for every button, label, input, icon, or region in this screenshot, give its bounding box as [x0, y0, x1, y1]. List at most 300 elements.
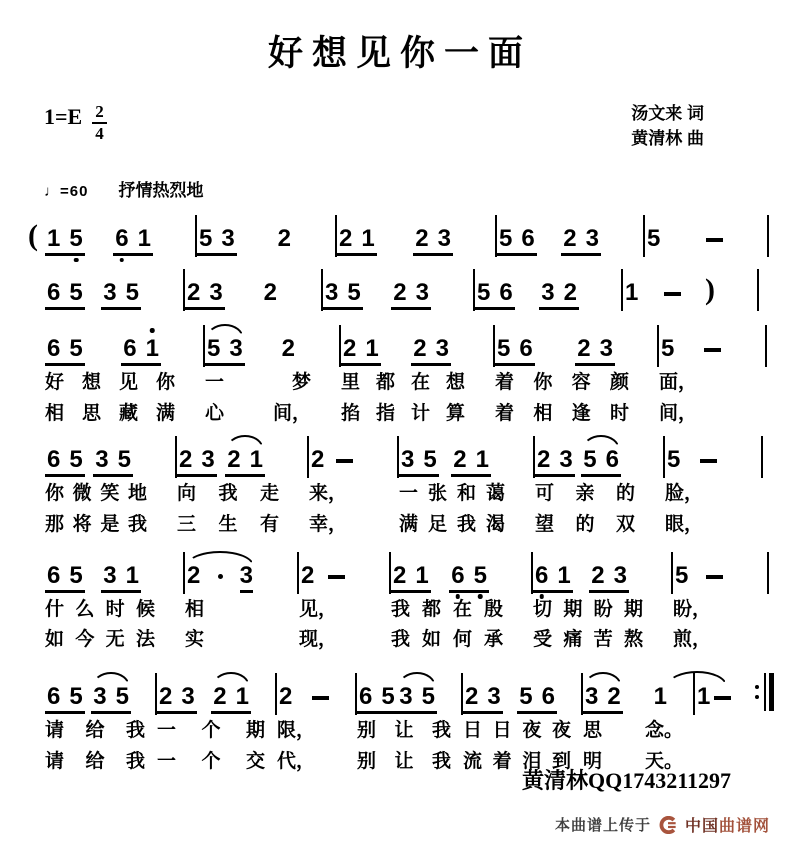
lyric-measure — [45, 513, 175, 538]
lyric-syllable: 日 — [463, 720, 483, 742]
lyric-measure — [357, 719, 461, 744]
lyric-syllable: 让 — [394, 750, 414, 772]
note: 2 — [537, 446, 551, 474]
measure — [535, 448, 663, 472]
lyric-syllable: 心 — [205, 402, 225, 424]
lyric-syllable: 无 — [105, 629, 125, 651]
note-group — [113, 227, 153, 256]
note-group — [45, 685, 85, 714]
note-group — [185, 281, 225, 310]
lyric-measure — [391, 628, 531, 653]
measure — [673, 561, 767, 589]
note-group — [262, 281, 279, 305]
note: 3 — [240, 564, 253, 593]
lyric-syllable: 现， — [299, 629, 338, 651]
note: 3 — [599, 335, 613, 362]
lyricist-credit: 汤文来 词 — [631, 104, 704, 123]
lyric-syllable: 时 — [105, 598, 125, 620]
system-2 — [0, 269, 800, 311]
measure — [659, 337, 765, 361]
note: 3 — [613, 561, 627, 589]
note: 1 — [249, 446, 263, 474]
note: 1 — [146, 337, 159, 361]
note: 5 — [423, 446, 437, 474]
note: 3 — [487, 683, 501, 711]
measure — [337, 227, 495, 251]
note: 1 — [415, 561, 429, 589]
lyric-measure — [659, 371, 765, 396]
lyric-syllable: 地 — [127, 483, 147, 505]
lyric-syllable: 我 — [125, 720, 145, 742]
measure — [583, 685, 693, 709]
lyric-syllable: 痛 — [563, 629, 583, 651]
lyric-syllable: 夜 — [522, 720, 542, 742]
note-group — [712, 696, 733, 709]
note: 6 — [535, 564, 548, 588]
barline — [767, 215, 769, 257]
intro-open-paren: ( — [28, 219, 38, 252]
lyric-measure — [309, 482, 397, 507]
lyric-measure — [157, 719, 275, 744]
note-group — [581, 448, 621, 477]
note: 6 — [499, 279, 513, 306]
lyric-syllable: 张 — [427, 483, 447, 505]
lyric-measure — [495, 371, 657, 396]
lyric-measure — [341, 371, 493, 396]
lyric-syllable: 的 — [615, 483, 635, 505]
lyric-syllable: 让 — [394, 720, 414, 742]
lyric-syllable: 我 — [125, 750, 145, 772]
lyric-measure — [463, 719, 581, 744]
measure — [475, 281, 621, 305]
lyric-syllable: 逢 — [571, 402, 591, 424]
note-group — [225, 448, 265, 477]
note: 6 — [47, 279, 61, 306]
note: 6 — [47, 446, 61, 474]
note: 5 — [583, 446, 597, 474]
note-group — [205, 337, 245, 366]
note-group — [309, 448, 326, 472]
note: 6 — [521, 225, 535, 252]
lyric-syllable: 可 — [535, 483, 555, 505]
lyric-syllable: 相 — [185, 598, 205, 620]
lyric-syllable: 藏 — [118, 402, 138, 424]
note: 5 — [207, 335, 221, 362]
note: 5 — [667, 446, 681, 474]
lyric-measure — [357, 750, 461, 775]
note: 5 — [69, 279, 83, 306]
lyric-syllable: 如 — [421, 629, 441, 651]
lyric-syllable: 个 — [201, 750, 221, 772]
note-group — [45, 561, 85, 593]
measure — [323, 281, 473, 305]
lyrics-row-1 — [28, 598, 800, 623]
note: 2 — [393, 279, 407, 306]
dash-note — [704, 348, 721, 352]
note: 1 — [235, 683, 249, 711]
intro-close-paren: ) — [704, 273, 715, 306]
lyric-measure — [391, 598, 531, 623]
upload-note: 本曲谱上传于 — [554, 817, 651, 834]
lyric-syllable: 限， — [277, 720, 316, 742]
tempo-row — [0, 176, 800, 201]
note: 3 — [559, 446, 573, 474]
note-group — [197, 227, 237, 256]
lyric-syllable: 什 — [45, 598, 65, 620]
note: 5 — [477, 279, 491, 306]
measure — [623, 275, 757, 305]
measure — [341, 337, 493, 361]
note-group — [45, 337, 85, 366]
note-group — [157, 685, 197, 714]
measure — [185, 281, 321, 305]
lyric-measure — [45, 371, 203, 396]
measure — [45, 281, 183, 305]
measure — [495, 337, 657, 361]
note-group — [334, 459, 355, 472]
note-group — [495, 337, 535, 366]
score — [0, 215, 800, 775]
note-group — [93, 448, 133, 477]
lyric-measure — [535, 513, 663, 538]
lyric-syllable: 你 — [45, 483, 65, 505]
lyric-syllable: 脸， — [665, 483, 704, 505]
lyric-syllable: 你 — [533, 372, 553, 393]
note: 2 — [213, 683, 227, 711]
dash-note — [706, 575, 723, 579]
lyric-syllable: 明 — [583, 750, 603, 772]
note: 2 — [393, 561, 407, 589]
measure — [157, 685, 275, 709]
note: 5 — [125, 279, 139, 306]
note: 2 — [453, 446, 467, 474]
note-group — [391, 561, 431, 593]
measure — [665, 448, 761, 472]
note: 5 — [115, 683, 129, 711]
note-group — [497, 227, 537, 256]
measure — [45, 227, 195, 251]
lyric-syllable: 计 — [410, 402, 430, 424]
lyric-syllable: 将 — [72, 514, 92, 536]
lyric-syllable: 一 — [399, 483, 419, 505]
lyric-syllable: 苦 — [593, 629, 613, 651]
note: 1 — [625, 279, 639, 306]
lyric-syllable: 请 — [45, 750, 65, 772]
tempo-marking: ♩=60 — [44, 183, 89, 200]
measure — [391, 561, 531, 589]
note: 6 — [605, 446, 619, 474]
lyric-syllable: 的 — [575, 514, 595, 536]
lyric-syllable: 切 — [533, 598, 553, 620]
note: 3 — [201, 446, 215, 474]
lyric-measure — [673, 628, 767, 653]
lyric-syllable: 受 — [533, 629, 553, 651]
lyrics-row-1 — [28, 719, 800, 744]
lyric-measure — [277, 750, 355, 775]
credits — [631, 102, 704, 151]
note: 5 — [117, 446, 131, 474]
measure — [463, 685, 581, 709]
lyric-measure — [583, 719, 693, 744]
note: 2 — [281, 335, 295, 362]
lyric-syllable: 双 — [615, 514, 635, 536]
lyric-measure — [399, 482, 533, 507]
lyric-syllable: 想 — [81, 372, 101, 393]
lyric-measure — [399, 513, 533, 538]
system-6 — [0, 673, 800, 774]
lyric-syllable: 我 — [218, 483, 238, 505]
note: 5 — [497, 335, 511, 362]
note-group — [659, 337, 676, 361]
lyric-syllable: 念。 — [644, 720, 683, 742]
lyric-syllable: 到 — [551, 750, 571, 772]
dash-note — [312, 696, 329, 700]
lyric-measure — [205, 371, 339, 396]
lyric-syllable: 亲 — [575, 483, 595, 505]
note: 6 — [47, 683, 61, 711]
note: 2 — [563, 279, 577, 306]
measure — [309, 448, 397, 472]
system-4 — [0, 436, 800, 537]
lyric-measure — [533, 628, 671, 653]
dash-note — [706, 238, 723, 242]
notes-row — [28, 269, 800, 305]
note: 1 — [557, 561, 571, 589]
note-group — [673, 561, 690, 589]
composer-credit: 黄清林 曲 — [631, 128, 704, 148]
note: 6 — [115, 227, 128, 251]
lyric-syllable: 着 — [495, 402, 515, 424]
composer-contact: 黄清林QQ1743211297 — [522, 768, 732, 793]
notes-row — [28, 552, 800, 588]
lyric-syllable: 实 — [185, 629, 205, 651]
note: 5 — [69, 446, 83, 474]
repeat-thin-bar — [764, 673, 766, 711]
lyric-syllable: 见 — [118, 372, 138, 393]
note: 3 — [103, 279, 117, 306]
lyric-syllable: 别 — [357, 750, 377, 772]
note-group — [463, 685, 503, 714]
note: 2 — [465, 683, 479, 711]
note-group — [101, 281, 141, 310]
note-group — [449, 561, 489, 593]
note: 6 — [451, 564, 464, 588]
note-group — [45, 448, 85, 477]
note: 2 — [563, 225, 577, 252]
lyric-syllable: 微 — [72, 483, 92, 505]
lyric-measure — [185, 628, 297, 653]
note-group — [583, 685, 623, 714]
lyric-syllable: 我 — [127, 514, 147, 536]
expression-marking: 抒情热烈地 — [118, 181, 204, 200]
lyric-syllable: 面， — [659, 372, 698, 393]
measure — [205, 337, 339, 361]
note-group — [451, 448, 491, 477]
note: 2 — [343, 335, 357, 362]
lyric-syllable: 煎， — [673, 629, 712, 651]
site-name-rest: 曲谱网 — [718, 818, 770, 835]
lyric-syllable: 来， — [309, 483, 348, 505]
lyric-syllable: 走 — [259, 483, 279, 505]
measure — [399, 448, 533, 472]
site-logo-icon — [659, 816, 677, 834]
note: 1 — [365, 335, 379, 362]
lyric-measure — [665, 482, 761, 507]
lyric-syllable: 何 — [452, 629, 472, 651]
note-group — [91, 685, 131, 714]
lyrics-row-1 — [28, 371, 800, 396]
lyric-syllable: 指 — [375, 402, 395, 424]
note: 5 — [69, 227, 82, 251]
measure — [45, 561, 183, 589]
note-group — [299, 561, 316, 589]
time-signature — [92, 103, 107, 142]
lyric-syllable: 期 — [623, 598, 643, 620]
note-group — [695, 685, 712, 709]
lyric-syllable: 思 — [81, 402, 101, 424]
lyric-syllable: 三 — [177, 514, 197, 536]
lyric-syllable: 眼， — [665, 514, 704, 536]
lyric-syllable: 如 — [45, 629, 65, 651]
lyric-syllable: 渴 — [485, 514, 505, 536]
lyric-syllable: 日 — [492, 720, 512, 742]
note: 2 — [187, 561, 201, 589]
lyric-measure — [185, 598, 297, 623]
lyrics-row-2 — [28, 402, 800, 427]
note-group — [177, 448, 217, 477]
lyric-syllable: 我 — [431, 720, 451, 742]
note: 5 — [499, 225, 513, 252]
lyric-measure — [177, 482, 307, 507]
lyric-measure — [659, 402, 765, 427]
lyric-syllable: 么 — [75, 598, 95, 620]
low-octave-dot — [74, 258, 79, 263]
note-group — [665, 448, 682, 472]
lyric-syllable: 殷 — [483, 598, 503, 620]
note-group — [277, 685, 294, 709]
lyric-measure — [309, 513, 397, 538]
lyric-measure — [535, 482, 663, 507]
lyric-syllable: 一 — [205, 372, 225, 393]
measure — [645, 227, 767, 251]
repeat-dot — [755, 685, 759, 689]
note: 2 — [263, 279, 277, 306]
lyric-measure — [495, 402, 657, 427]
lyric-syllable: 交 — [245, 750, 265, 772]
lyric-syllable: 在 — [410, 372, 430, 393]
lyric-syllable: 相 — [533, 402, 553, 424]
lyric-measure — [341, 402, 493, 427]
lyric-syllable: 都 — [375, 372, 395, 393]
lyric-syllable: 一 — [157, 720, 177, 742]
lyric-syllable: 向 — [177, 483, 197, 505]
lyric-measure — [533, 598, 671, 623]
note-group — [337, 227, 377, 256]
lyric-syllable: 间， — [272, 402, 311, 424]
note: 6 — [47, 335, 61, 362]
note: 5 — [69, 683, 83, 711]
note-group — [326, 575, 347, 588]
lyric-measure — [177, 513, 307, 538]
note-group — [702, 348, 723, 361]
note: 1 — [475, 446, 489, 474]
lyric-syllable: 我 — [456, 514, 476, 536]
lyric-syllable: 着 — [492, 750, 512, 772]
lyric-syllable: 承 — [483, 629, 503, 651]
note: 5 — [675, 561, 689, 589]
note-group — [276, 227, 293, 251]
lyric-syllable: 时 — [609, 402, 629, 424]
site-name-cn: 中国 — [684, 818, 719, 835]
barline — [765, 325, 767, 367]
lyric-syllable: 熬 — [623, 629, 643, 651]
lyric-syllable: 是 — [100, 514, 120, 536]
note: 2 — [311, 446, 325, 474]
lyric-syllable: 望 — [535, 514, 555, 536]
note: 3 — [415, 279, 429, 306]
note: 3 — [95, 446, 109, 474]
note: 2 — [415, 225, 429, 252]
lyric-measure — [45, 628, 183, 653]
note-group — [211, 685, 251, 714]
note-group — [623, 281, 640, 305]
note: 3 — [325, 279, 339, 306]
lyric-syllable: 在 — [452, 598, 472, 620]
note: 1 — [653, 683, 667, 711]
measure — [177, 448, 307, 472]
lyric-syllable: 盼 — [593, 598, 613, 620]
note: 3 — [585, 683, 599, 711]
note: 1 — [137, 225, 151, 252]
song-title: 好想见你一面 — [267, 34, 532, 73]
note: 6 — [359, 683, 373, 711]
lyric-syllable: 请 — [45, 720, 65, 742]
lyric-syllable: 笑 — [100, 483, 120, 505]
note-group — [645, 227, 662, 251]
lyric-measure — [299, 628, 389, 653]
lyric-syllable: 流 — [463, 750, 483, 772]
high-octave-dot — [150, 328, 155, 333]
note: 2 — [607, 683, 621, 711]
lyric-syllable: 一 — [157, 750, 177, 772]
note: 3 — [437, 225, 451, 252]
lyric-measure — [45, 482, 175, 507]
lyric-measure — [277, 719, 355, 744]
lyrics-row-2 — [28, 628, 800, 653]
note: 3 — [435, 335, 449, 362]
lyric-syllable: 我 — [391, 629, 411, 651]
note-group — [121, 337, 161, 366]
note: 2 — [413, 335, 427, 362]
measure — [497, 227, 643, 251]
lyric-syllable: 思 — [583, 720, 603, 742]
dash-note — [700, 459, 717, 463]
measure — [299, 561, 389, 589]
note-group — [575, 337, 615, 366]
note-group — [475, 281, 515, 310]
note: 2 — [159, 683, 173, 711]
lyric-syllable: 那 — [45, 514, 65, 536]
system-5 — [0, 552, 800, 653]
lyric-syllable: 幸， — [309, 514, 348, 536]
lyric-syllable: 和 — [456, 483, 476, 505]
lyric-syllable: 期 — [563, 598, 583, 620]
note: 1 — [697, 683, 711, 711]
augmentation-dot — [218, 574, 223, 579]
dash-note — [336, 459, 353, 463]
lyric-syllable: 天。 — [644, 750, 683, 772]
lyric-syllable: 好 — [45, 372, 65, 393]
